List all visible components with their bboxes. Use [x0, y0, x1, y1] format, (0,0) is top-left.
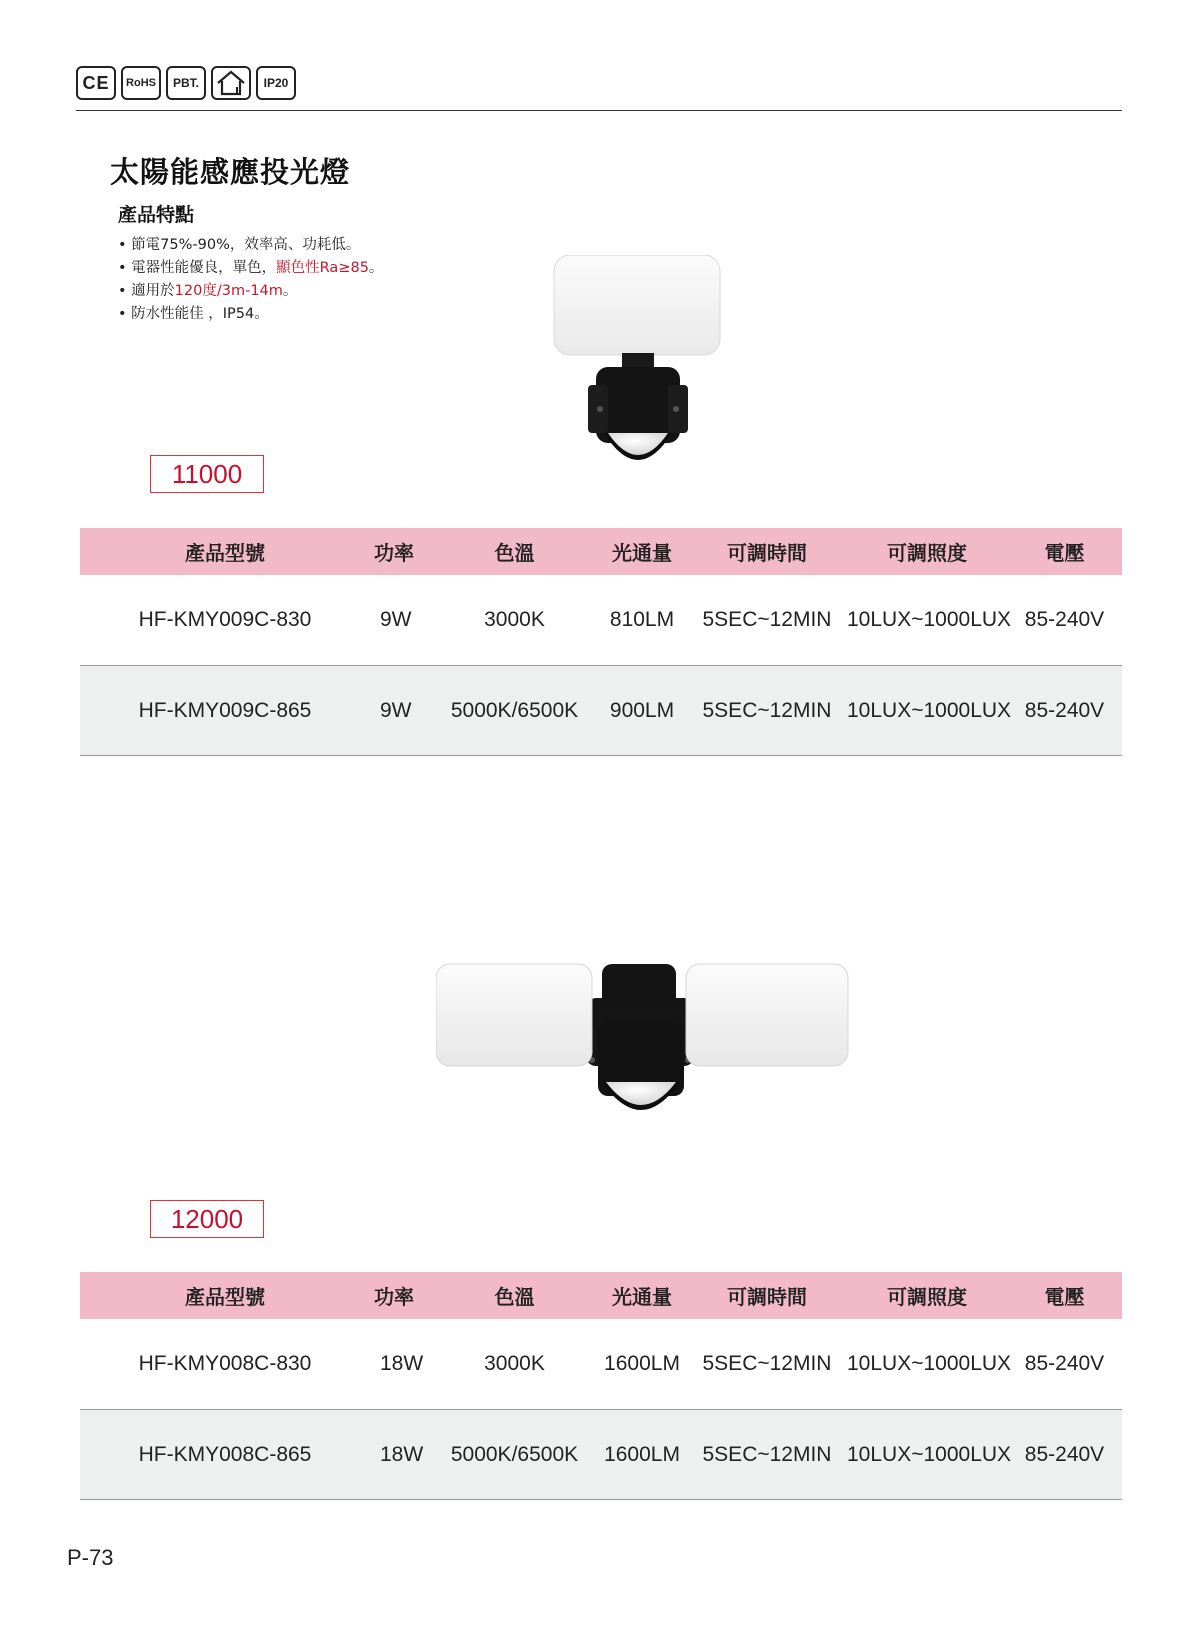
color-temp-cell: 5000K/6500K: [450, 698, 579, 722]
features-list: [118, 234, 383, 326]
header-color-temp: 色溫: [494, 541, 535, 565]
model-cell: HF-KMY009C-865: [138, 698, 312, 722]
lux-cell: 10LUX~1000LUX: [847, 1442, 1012, 1466]
model-cell: HF-KMY008C-830: [138, 1352, 312, 1375]
features-heading: 產品特點: [118, 204, 195, 226]
single-head-floodlight-image: [552, 255, 724, 485]
page-number: P-73: [67, 1545, 114, 1570]
power-cell: 9W: [380, 698, 412, 722]
header-voltage: 電壓: [1044, 541, 1085, 565]
header-luminous-flux: 光通量: [612, 541, 672, 565]
lux-cell: 10LUX~1000LUX: [847, 608, 1012, 631]
voltage-cell: 85-240V: [1024, 698, 1105, 722]
header-model: 產品型號: [185, 541, 265, 565]
header-model: 產品型號: [185, 1285, 265, 1309]
table-row: [80, 575, 1122, 665]
lux-cell: 10LUX~1000LUX: [847, 1352, 1012, 1375]
power-cell: 18W: [380, 1442, 424, 1466]
price-tag: 11000: [150, 455, 264, 493]
color-temp-cell: 3000K: [484, 608, 545, 631]
voltage-cell: 85-240V: [1024, 1442, 1105, 1466]
header-color-temp: 色溫: [494, 1285, 535, 1309]
cert-badges: [76, 66, 296, 100]
feature-item: • 適用於120度/3m-14m。: [118, 280, 383, 303]
header-divider: [76, 110, 1122, 111]
ce-mark-badge: CE: [76, 66, 116, 100]
color-temp-cell: 3000K: [484, 1352, 545, 1375]
model-cell: HF-KMY009C-830: [138, 608, 312, 631]
model-cell: HF-KMY008C-865: [138, 1442, 312, 1466]
spec-table: [80, 528, 1122, 756]
indoor-use-icon: [211, 66, 251, 100]
lux-cell: 10LUX~1000LUX: [847, 698, 1012, 722]
time-cell: 5SEC~12MIN: [702, 1352, 832, 1375]
color-temp-cell: 5000K/6500K: [450, 1442, 579, 1466]
feature-item: • 電器性能優良，單色，顯色性Ra≥85。: [118, 257, 383, 280]
voltage-cell: 85-240V: [1024, 608, 1105, 631]
feature-item: • 節電75%-90%，效率高、功耗低。: [118, 234, 383, 257]
ip20-badge: IP20: [256, 66, 296, 100]
table-row: [80, 665, 1122, 756]
header-luminous-flux: 光通量: [612, 1285, 672, 1309]
time-cell: 5SEC~12MIN: [702, 698, 832, 722]
rohs-badge: RoHS: [121, 66, 161, 100]
power-cell: 9W: [380, 608, 412, 631]
header-power: 功率: [374, 1285, 414, 1309]
feature-item: • 防水性能佳 ，IP54。: [118, 303, 383, 326]
price-tag: 12000: [150, 1200, 264, 1238]
table-header: [80, 1272, 1122, 1319]
flux-cell: 1600LM: [604, 1352, 680, 1375]
header-voltage: 電壓: [1044, 1285, 1085, 1309]
double-head-floodlight-image: [436, 962, 852, 1132]
voltage-cell: 85-240V: [1024, 1352, 1105, 1375]
table-header: [80, 528, 1122, 575]
spec-table: [80, 1272, 1122, 1500]
header-power: 功率: [374, 541, 414, 565]
header-adjustable-time: 可調時間: [727, 1285, 807, 1309]
page-title: 太陽能感應投光燈: [110, 155, 351, 189]
table-row: [80, 1409, 1122, 1500]
table-row: [80, 1319, 1122, 1409]
flux-cell: 810LM: [609, 608, 675, 631]
pbt-badge: PBT.: [166, 66, 206, 100]
flux-cell: 1600LM: [604, 1442, 680, 1466]
time-cell: 5SEC~12MIN: [702, 1442, 832, 1466]
power-cell: 18W: [380, 1352, 424, 1375]
header-adjustable-lux: 可調照度: [887, 541, 967, 565]
flux-cell: 900LM: [609, 698, 675, 722]
header-adjustable-lux: 可調照度: [887, 1285, 967, 1309]
time-cell: 5SEC~12MIN: [702, 608, 832, 631]
header-adjustable-time: 可調時間: [727, 541, 807, 565]
